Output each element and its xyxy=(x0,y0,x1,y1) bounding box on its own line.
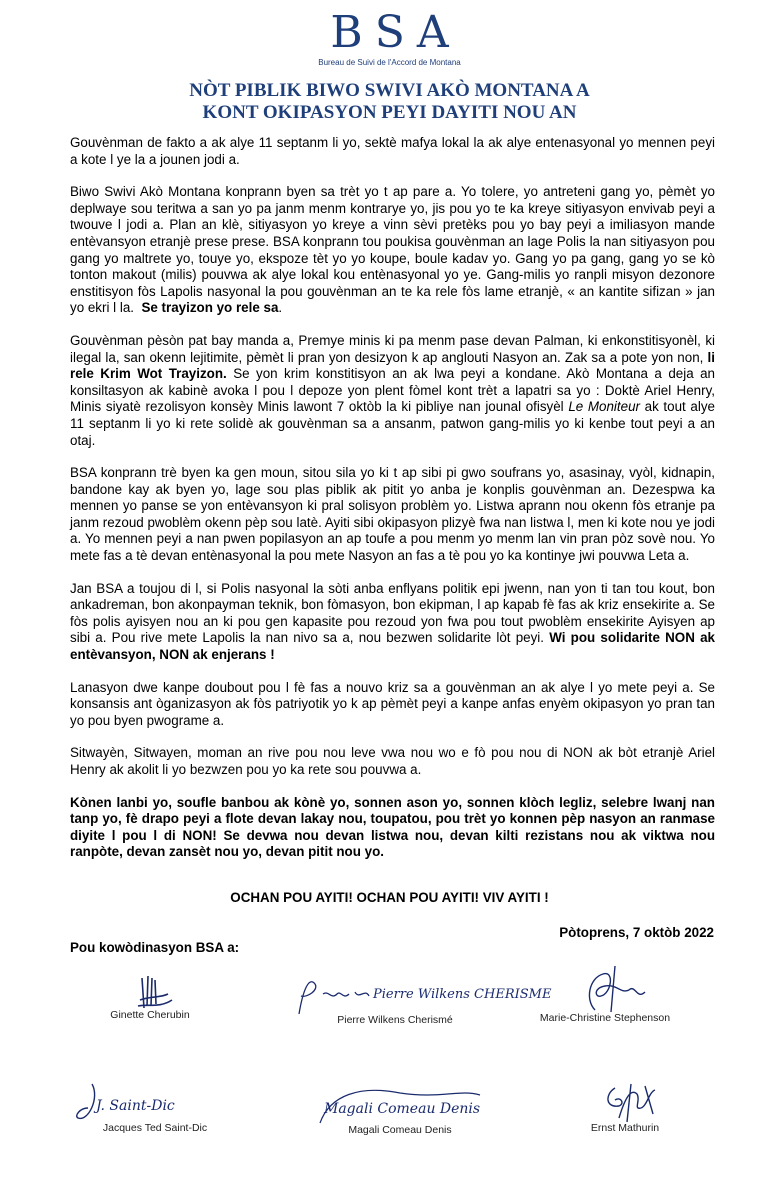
signature-block xyxy=(300,1075,500,1136)
signature-block xyxy=(280,970,552,1026)
ochan-line: OCHAN POU AYITI! OCHAN POU AYITI! VIV AYITI ! xyxy=(230,890,549,905)
signatory-name: Marie-Christine Stephenson xyxy=(539,1012,671,1024)
paragraph-5-text: Jan BSA a toujou di l, si Polis nasyonal la sòti anba enflyans politik epi jwenn, nan yon ti tan tou kout, bon ankadreman, bon akonpayman teknik, bon fòmasyon, bon ekipman, l ap kapab fè fas ak kriz ensekirite a. Se fòs polis ayisyen nou an ki pou gen kapasite pou rezoud yon fwa pou tout pwoblèm ensekirite Ayisyen ap sibi a. Pou rive mete Lapolis la nan nivo sa a, nou bezwen solidarite lòt peyi. xyxy=(70,580,715,646)
paragraph-5 xyxy=(70,581,715,664)
paragraph-2 xyxy=(70,184,715,317)
signatory-name: Jacques Ted Saint-Dic xyxy=(102,1122,208,1134)
signature-2-handwriting: Pierre Wilkens CHERISME xyxy=(373,987,552,1002)
paragraph-8: Kònen lanbi yo, soufle banbou ak kònè yo, sonnen ason yo, sonnen klòch legliz, selebre lwanj nan tanp yo, fè drapo peyi a flote devan lakay nou, toupatou, pou trèt yo konnen pèp nasyon an ranmase diyite l pou l di NON! Se devwa nou devan listwa nou, devan kilti rezistans nou ak viktwa nou ranpòte, devan zansèt nou yo, devan pitit nou yo. xyxy=(70,794,715,860)
signature-6-mark xyxy=(575,1078,675,1128)
paragraph-2-bold: Se trayizon yo rele sa xyxy=(141,300,279,316)
paragraph-7: Sitwayèn, Sitwayen, moman an rive pou nou leve vwa nou wo e fò pou nou di NON ak bòt etranjè Ariel Henry ak akolit li yo bezwzen pou yo ka rete sou pouvwa a. xyxy=(70,745,715,777)
signature-block xyxy=(85,970,215,1021)
title-line-2: KONT OKIPASYON PEYI DAYITI NOU AN xyxy=(202,102,577,123)
place-date: Pòtoprens, 7 oktòb 2022 xyxy=(559,925,714,940)
signatory-name: Ginette Cherubin xyxy=(110,1009,190,1021)
signature-5-handwriting: Magali Comeau Denis xyxy=(324,1101,481,1117)
paragraph-3-c: ak tout alye 11 septanm li yo ki rete solidè ak gouvènman sa a ansanm, patwon gang-milis yo ki kenbe tout peyi a an otaj. xyxy=(70,399,715,448)
signature-block xyxy=(520,960,690,1024)
paragraph-2-text: Biwo Swivi Akò Montana konprann byen sa trèt yo t ap pare a. Yo tolere, yo antreteni gang yo, pèmèt yo deplwaye sou teritwa a san yo pa janm menm kontrarye yo, jis pou yo te ka kreye sitiyasyon envivab peyi a twouve l jodi a. Plan an klè, sitiyasyon yo kreye a vinn sèvi pretèks pou yo bay peyi a imiliasyon mande entèvansyon etranjè prese prese. BSA konprann tou poukisa gouvènman an lage Polis la nan sitiyasyon pou gang yo maltrete yo, touye yo, ekspoze tèt yo yo koupe, boule kadav yo. Gang yo pa gang, gang yo se kò tonton makout (milis) pouvwa ak alye lokal kou entènasyonal yo ye. Gang-milis yo ranpli misyon dezonore enstitisyon fòs Lapolis nasyonal la pou gouvènman an te ka rele fòs lame etranjè, « an kantite sifizan » jan yo ekri l la. xyxy=(70,184,715,316)
paragraph-2-end: . xyxy=(278,300,283,316)
signature-5-mark xyxy=(300,1075,500,1130)
signatory-name: Ernst Mathurin xyxy=(590,1122,660,1134)
signature-block xyxy=(560,1078,690,1134)
paragraph-3-bold: li rele Krim Wot Trayizon. xyxy=(70,349,715,382)
title-line-1: NÒT PIBLIK BIWO SWIVI AKÒ MONTANA A xyxy=(189,80,590,101)
signature-4-handwriting: J. Saint-Dic xyxy=(96,1098,175,1114)
signature-3-mark xyxy=(545,960,665,1018)
signature-block xyxy=(70,1078,240,1134)
document-body xyxy=(70,135,715,877)
paragraph-5-bold: Wi pou solidarite NON ak entèvansyon, NON ak enjerans ! xyxy=(70,630,715,663)
paragraph-3-a: Gouvènman pèsòn pat bay manda a, Premye minis ki pa menm pase devan Palman, ki enkonstitisyonèl, ki ilegal la, san okenn lejitimite, pèmèt li pran yon desizyon k ap anglouti Nasyon an. Zak sa a pote yon non, xyxy=(70,332,715,365)
logo-subtitle: Bureau de Suivi de l'Accord de Montana xyxy=(318,58,461,67)
paragraph-3-b: Se yon krim konstitisyon an ak lwa peyi a kondane. Akò Montana a deja an konsiltasyon ak kabinè avoka l pou l depoze yon plent fòmel kont trèt a lapatri sa yo : Doktè Ariel Henry, Minis siyatè rezolisyon konsèy Minis lawont 7 oktòb la ki pibliye nan jounal ofisyèl xyxy=(70,366,715,415)
bsa-logo xyxy=(0,7,779,67)
signatory-name: Pierre Wilkens Cherismé xyxy=(337,1014,453,1026)
document-title xyxy=(0,80,779,124)
paragraph-1: Gouvènman de fakto a ak alye 11 septanm li yo, sektè mafya lokal la ak alye entenasyonal yo mennen peyi a kote l ye la a jounen jodi a. xyxy=(70,135,715,167)
signature-4-mark xyxy=(70,1078,240,1128)
paragraph-3 xyxy=(70,333,715,449)
signature-2-mark xyxy=(285,970,552,1020)
paragraph-6: Lanasyon dwe kanpe doubout pou l fè fas a nouvo kriz sa a gouvènman an ak alye l yo mete peyi a. Se konsansis ant òganizasyon ak fòs patriyotik yo k ap pèmèt peyi a kanpe anfas enyèm okipasyon yo pran tan yo pou byen pwograme a. xyxy=(70,679,715,728)
signatory-name: Magali Comeau Denis xyxy=(348,1124,452,1136)
coordination-label: Pou kowòdinasyon BSA a: xyxy=(70,940,240,955)
paragraph-3-italic: Le Moniteur xyxy=(568,399,640,415)
paragraph-4: BSA konprann trè byen ka gen moun, sitou sila yo ki t ap sibi pi gwo soufrans yo, asasinay, vyòl, kidnapin, bandone kay ak byen yo, lage sou plas piblik ak pitit yo anba je konplis gouvènman an. Dezespwa ka mennen yo panse se yon entèvansyon ki pral solisyon problèm yo. Listwa aprann nou okenn fòs etranje pa janm rezoud pwoblèm okenn pèp sou latè. Ayiti sibi okipasyon plizyè fwa nan listwa l, men ki kote nou ye jodi a. Yo mennen peyi a nan pwen popilasyon an ap toufe a pou menm yo menm lan vin pran pòz sovè nou. Yo mete fas a tè devan entènasyonal la pou mete Nasyon an fas a tè pou yo ka kontinye jwi pouvwa Leta a. xyxy=(70,465,715,564)
logo-text: BSA xyxy=(330,7,461,58)
